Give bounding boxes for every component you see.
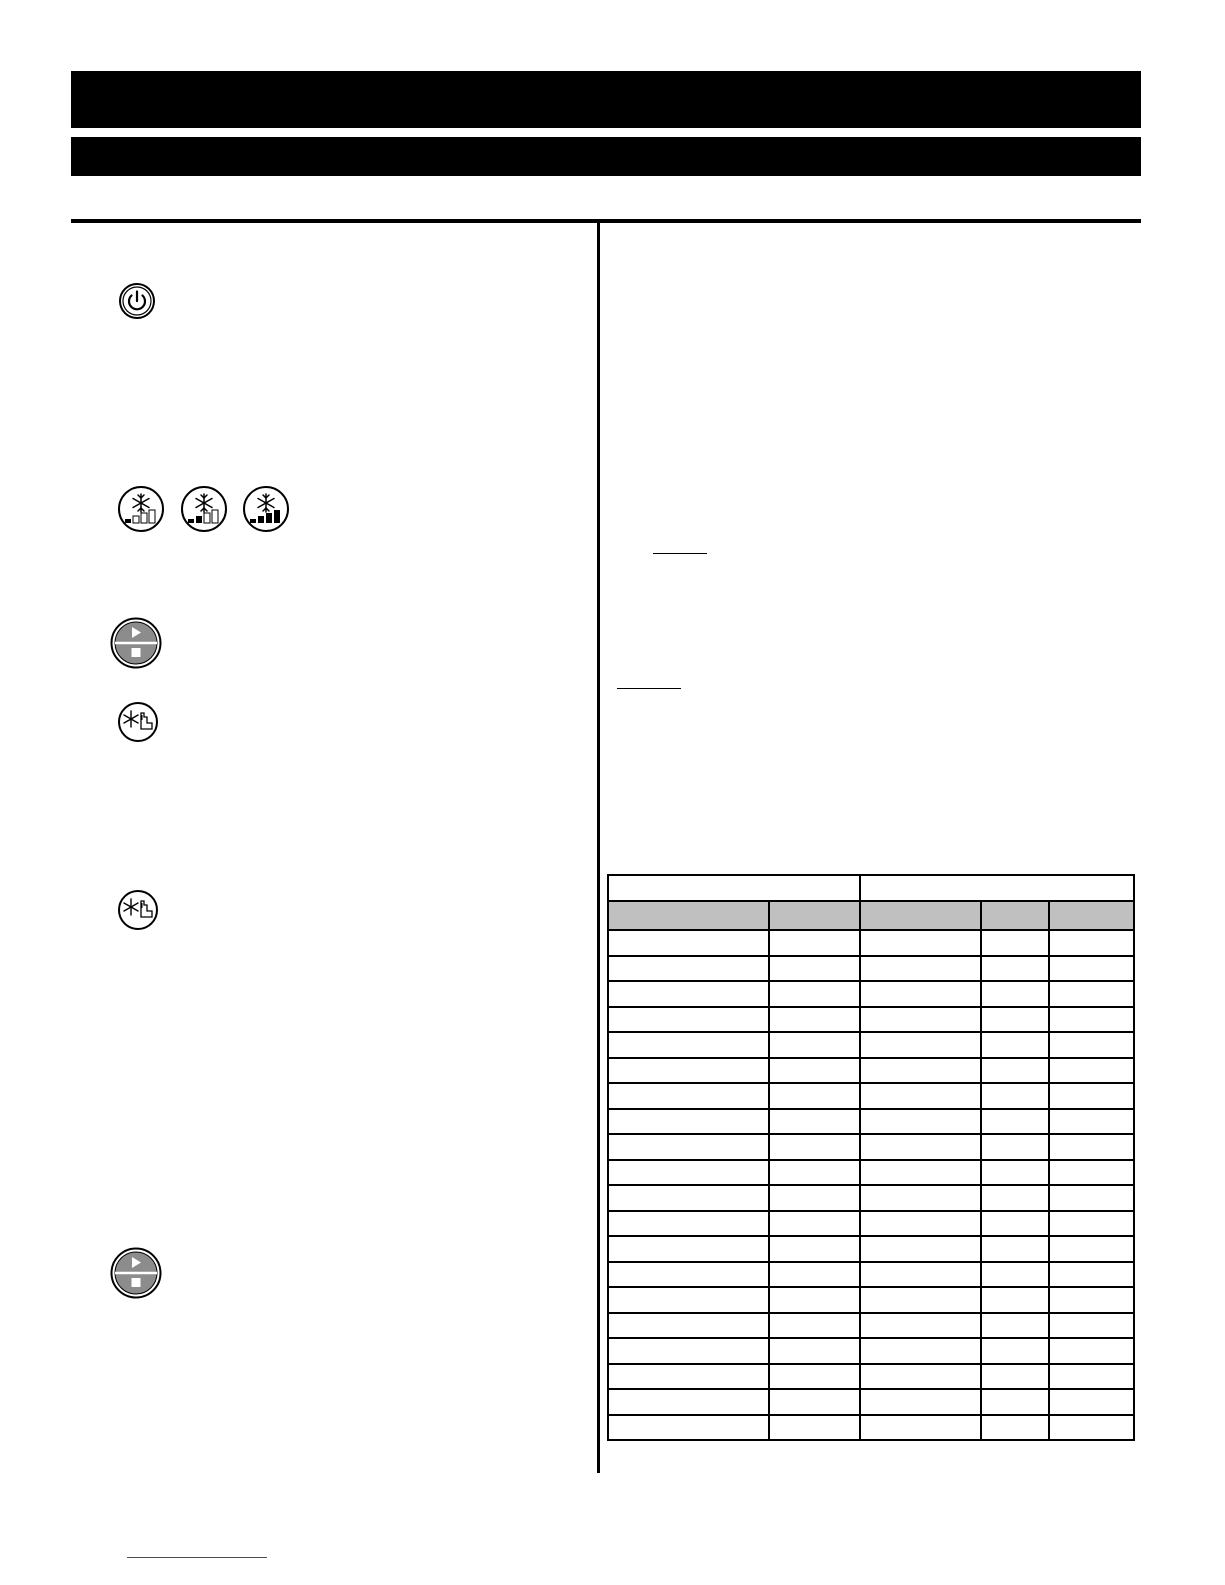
table-cell — [860, 1134, 981, 1160]
table-cell — [860, 1109, 981, 1135]
table-cell — [769, 1160, 860, 1186]
table-cell — [981, 1160, 1049, 1186]
table-cell — [608, 1338, 769, 1364]
table-cell — [608, 1364, 769, 1390]
table-row — [608, 1389, 1134, 1415]
table-cell — [769, 1185, 860, 1211]
table-cell — [1049, 1211, 1134, 1237]
table-cell — [860, 1007, 981, 1033]
table-cell — [981, 1313, 1049, 1339]
table-cell — [1049, 1287, 1134, 1313]
table-row — [608, 1338, 1134, 1364]
table-row — [608, 1415, 1134, 1441]
table-row — [608, 1211, 1134, 1237]
table-column-header-row — [608, 901, 1134, 930]
table-group-header — [608, 875, 860, 901]
table-cell — [981, 956, 1049, 982]
table-cell — [769, 1262, 860, 1288]
table-cell — [981, 1032, 1049, 1058]
table-cell — [1049, 956, 1134, 982]
table-row — [608, 1109, 1134, 1135]
table-cell — [860, 1313, 981, 1339]
table-cell — [860, 1236, 981, 1262]
table-cell — [1049, 1389, 1134, 1415]
table-cell — [1049, 1007, 1134, 1033]
table-row — [608, 1083, 1134, 1109]
table-cell — [860, 930, 981, 956]
table-cell — [608, 1134, 769, 1160]
table-cell — [860, 1287, 981, 1313]
table-cell — [860, 1364, 981, 1390]
table-column-header — [860, 901, 981, 930]
table-cell — [981, 1236, 1049, 1262]
table-cell — [981, 1007, 1049, 1033]
fan-low-icon — [117, 485, 165, 533]
table-cell — [769, 1058, 860, 1084]
table-cell — [608, 956, 769, 982]
table-cell — [981, 1338, 1049, 1364]
table-cell — [608, 1032, 769, 1058]
table-cell — [769, 1032, 860, 1058]
table-cell — [1049, 1083, 1134, 1109]
table-cell — [769, 1313, 860, 1339]
table-cell — [608, 1313, 769, 1339]
table-cell — [1049, 981, 1134, 1007]
table-cell — [608, 1160, 769, 1186]
table-row — [608, 930, 1134, 956]
table-cell — [981, 981, 1049, 1007]
table-cell — [769, 1134, 860, 1160]
table-column-header — [981, 901, 1049, 930]
table-cell — [769, 981, 860, 1007]
table-cell — [860, 1083, 981, 1109]
table-cell — [1049, 1032, 1134, 1058]
table-cell — [1049, 1364, 1134, 1390]
table-row — [608, 1236, 1134, 1262]
table-row — [608, 1185, 1134, 1211]
table-cell — [769, 956, 860, 982]
table-cell — [981, 1415, 1049, 1441]
table-cell — [1049, 1109, 1134, 1135]
start-stop-icon — [110, 617, 162, 669]
table-cell — [769, 1364, 860, 1390]
table-cell — [608, 930, 769, 956]
table-cell — [769, 1109, 860, 1135]
table-cell — [860, 1389, 981, 1415]
table-cell — [1049, 1058, 1134, 1084]
column-divider — [597, 223, 600, 1473]
table-cell — [981, 1389, 1049, 1415]
table-cell — [608, 981, 769, 1007]
table-cell — [1049, 1160, 1134, 1186]
table-cell — [981, 1109, 1049, 1135]
table-cell — [860, 1160, 981, 1186]
table-cell — [608, 1262, 769, 1288]
table-cell — [608, 1109, 769, 1135]
table-cell — [981, 930, 1049, 956]
table-row — [608, 956, 1134, 982]
table-cell — [608, 1185, 769, 1211]
table-row — [608, 981, 1134, 1007]
table-cell — [981, 1185, 1049, 1211]
table-cell — [981, 1058, 1049, 1084]
power-icon — [118, 282, 156, 320]
table-cell — [860, 1185, 981, 1211]
table-cell — [981, 1211, 1049, 1237]
table-cell — [769, 1236, 860, 1262]
table-cell — [1049, 1185, 1134, 1211]
section-rule — [71, 219, 1141, 223]
underline-rule — [617, 688, 681, 689]
header-bar — [71, 71, 1141, 128]
table-cell — [1049, 1415, 1134, 1441]
underline-rule — [653, 553, 707, 554]
table-cell — [981, 1287, 1049, 1313]
table-column-header — [608, 901, 769, 930]
table-group-header-row — [608, 875, 1134, 901]
fan-medium-icon — [180, 485, 228, 533]
table-cell — [608, 1211, 769, 1237]
table-cell — [608, 1389, 769, 1415]
table-cell — [769, 1287, 860, 1313]
table-cell — [860, 981, 981, 1007]
table-cell — [1049, 1236, 1134, 1262]
table-cell — [608, 1415, 769, 1441]
table-cell — [769, 1007, 860, 1033]
table-cell — [1049, 1338, 1134, 1364]
table-cell — [769, 1211, 860, 1237]
table-cell — [769, 930, 860, 956]
table-cell — [769, 1389, 860, 1415]
table-cell — [608, 1083, 769, 1109]
table-cell — [860, 1262, 981, 1288]
table-cell — [981, 1083, 1049, 1109]
table-cell — [860, 1058, 981, 1084]
table-cell — [608, 1058, 769, 1084]
table-cell — [981, 1134, 1049, 1160]
table-row — [608, 1134, 1134, 1160]
table-cell — [1049, 1262, 1134, 1288]
mode-icon — [117, 889, 159, 931]
table-column-header — [1049, 901, 1134, 930]
table-cell — [608, 1236, 769, 1262]
mode-icon — [117, 701, 159, 743]
footer-link[interactable] — [127, 1557, 267, 1558]
table-row — [608, 1058, 1134, 1084]
table-row — [608, 1313, 1134, 1339]
table-cell — [1049, 1313, 1134, 1339]
table-row — [608, 1160, 1134, 1186]
table-row — [608, 1007, 1134, 1033]
table-row — [608, 1364, 1134, 1390]
fan-high-icon — [242, 485, 290, 533]
table-group-header — [860, 875, 1134, 901]
table-cell — [769, 1415, 860, 1441]
table-column-header — [769, 901, 860, 930]
data-table — [607, 874, 1135, 1441]
table-cell — [769, 1338, 860, 1364]
table-cell — [1049, 930, 1134, 956]
table-cell — [769, 1083, 860, 1109]
table-cell — [608, 1007, 769, 1033]
table-cell — [981, 1262, 1049, 1288]
table-cell — [1049, 1134, 1134, 1160]
table-cell — [860, 1338, 981, 1364]
table-cell — [860, 1211, 981, 1237]
start-stop-icon — [110, 1247, 162, 1299]
table-cell — [981, 1364, 1049, 1390]
table-cell — [860, 956, 981, 982]
table-row — [608, 1262, 1134, 1288]
table-row — [608, 1287, 1134, 1313]
table-row — [608, 1032, 1134, 1058]
table-cell — [608, 1287, 769, 1313]
table-cell — [860, 1032, 981, 1058]
table-cell — [860, 1415, 981, 1441]
subheader-bar — [71, 137, 1141, 176]
